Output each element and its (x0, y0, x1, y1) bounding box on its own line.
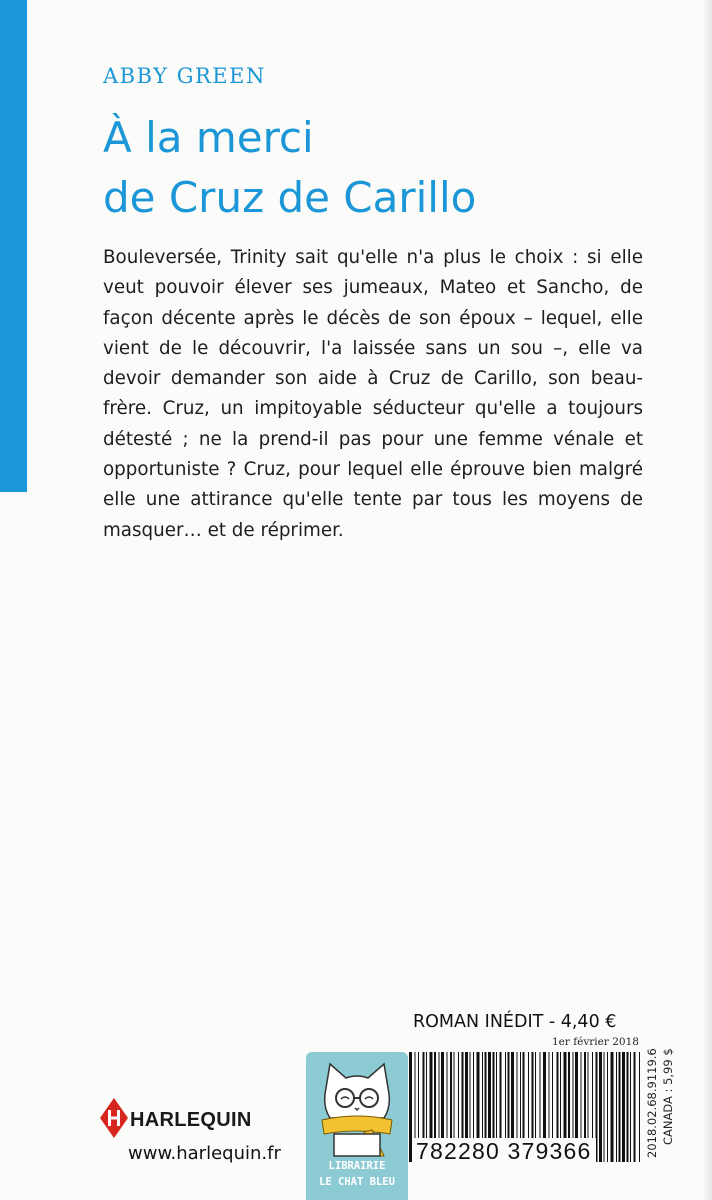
book-title (103, 108, 476, 228)
publisher-website-link[interactable]: www.harlequin.fr (128, 1143, 281, 1164)
publisher-logo[interactable] (100, 1098, 300, 1138)
book-title-line-1: À la merci (103, 113, 314, 162)
price-line: ROMAN INÉDIT - 4,40 € (413, 1012, 617, 1032)
cat-with-scarf-icon (312, 1058, 402, 1158)
publication-date: 1er février 2018 (552, 1036, 639, 1048)
book-blurb: Bouleversée, Trinity sait qu'elle n'a plus le choix : si elle veut pouvoir élever ses jumeaux, Mateo et Sancho, de façon décente après le décès de son époux – lequel, elle vient de le découvrir, l'a laissée sans un sou –, elle va devoir demander son aide à Cruz de Carillo, son beau-frère. Cruz, un impitoyable séducteur qu'elle a toujours détesté ; ne la prend-il pas pour une femme vénale et opportuniste ? Cruz, pour lequel elle éprouve bien malgré elle une attirance qu'elle tente par tous les moyens de masquer… et de réprimer. (103, 247, 643, 541)
publisher-name: HARLEQUIN (130, 1109, 252, 1131)
sticker-line-1: LIBRAIRIE (328, 1160, 386, 1172)
bookstore-sticker (306, 1052, 408, 1200)
canada-price: CANADA : 5,99 $ (661, 1048, 675, 1145)
book-title-line-2: de Cruz de Carillo (103, 173, 477, 222)
isbn-number: 782280 379366 (412, 1138, 596, 1165)
accent-bar (0, 0, 27, 492)
sticker-line-2: LE CHAT BLEU (319, 1176, 395, 1188)
side-codes (645, 1048, 681, 1160)
harlequin-diamond-icon (100, 1098, 128, 1138)
author-name: ABBY GREEN (103, 64, 266, 88)
page-edge-shadow (702, 0, 712, 1200)
product-code: 2018.02.68.9119.6 (645, 1048, 659, 1158)
